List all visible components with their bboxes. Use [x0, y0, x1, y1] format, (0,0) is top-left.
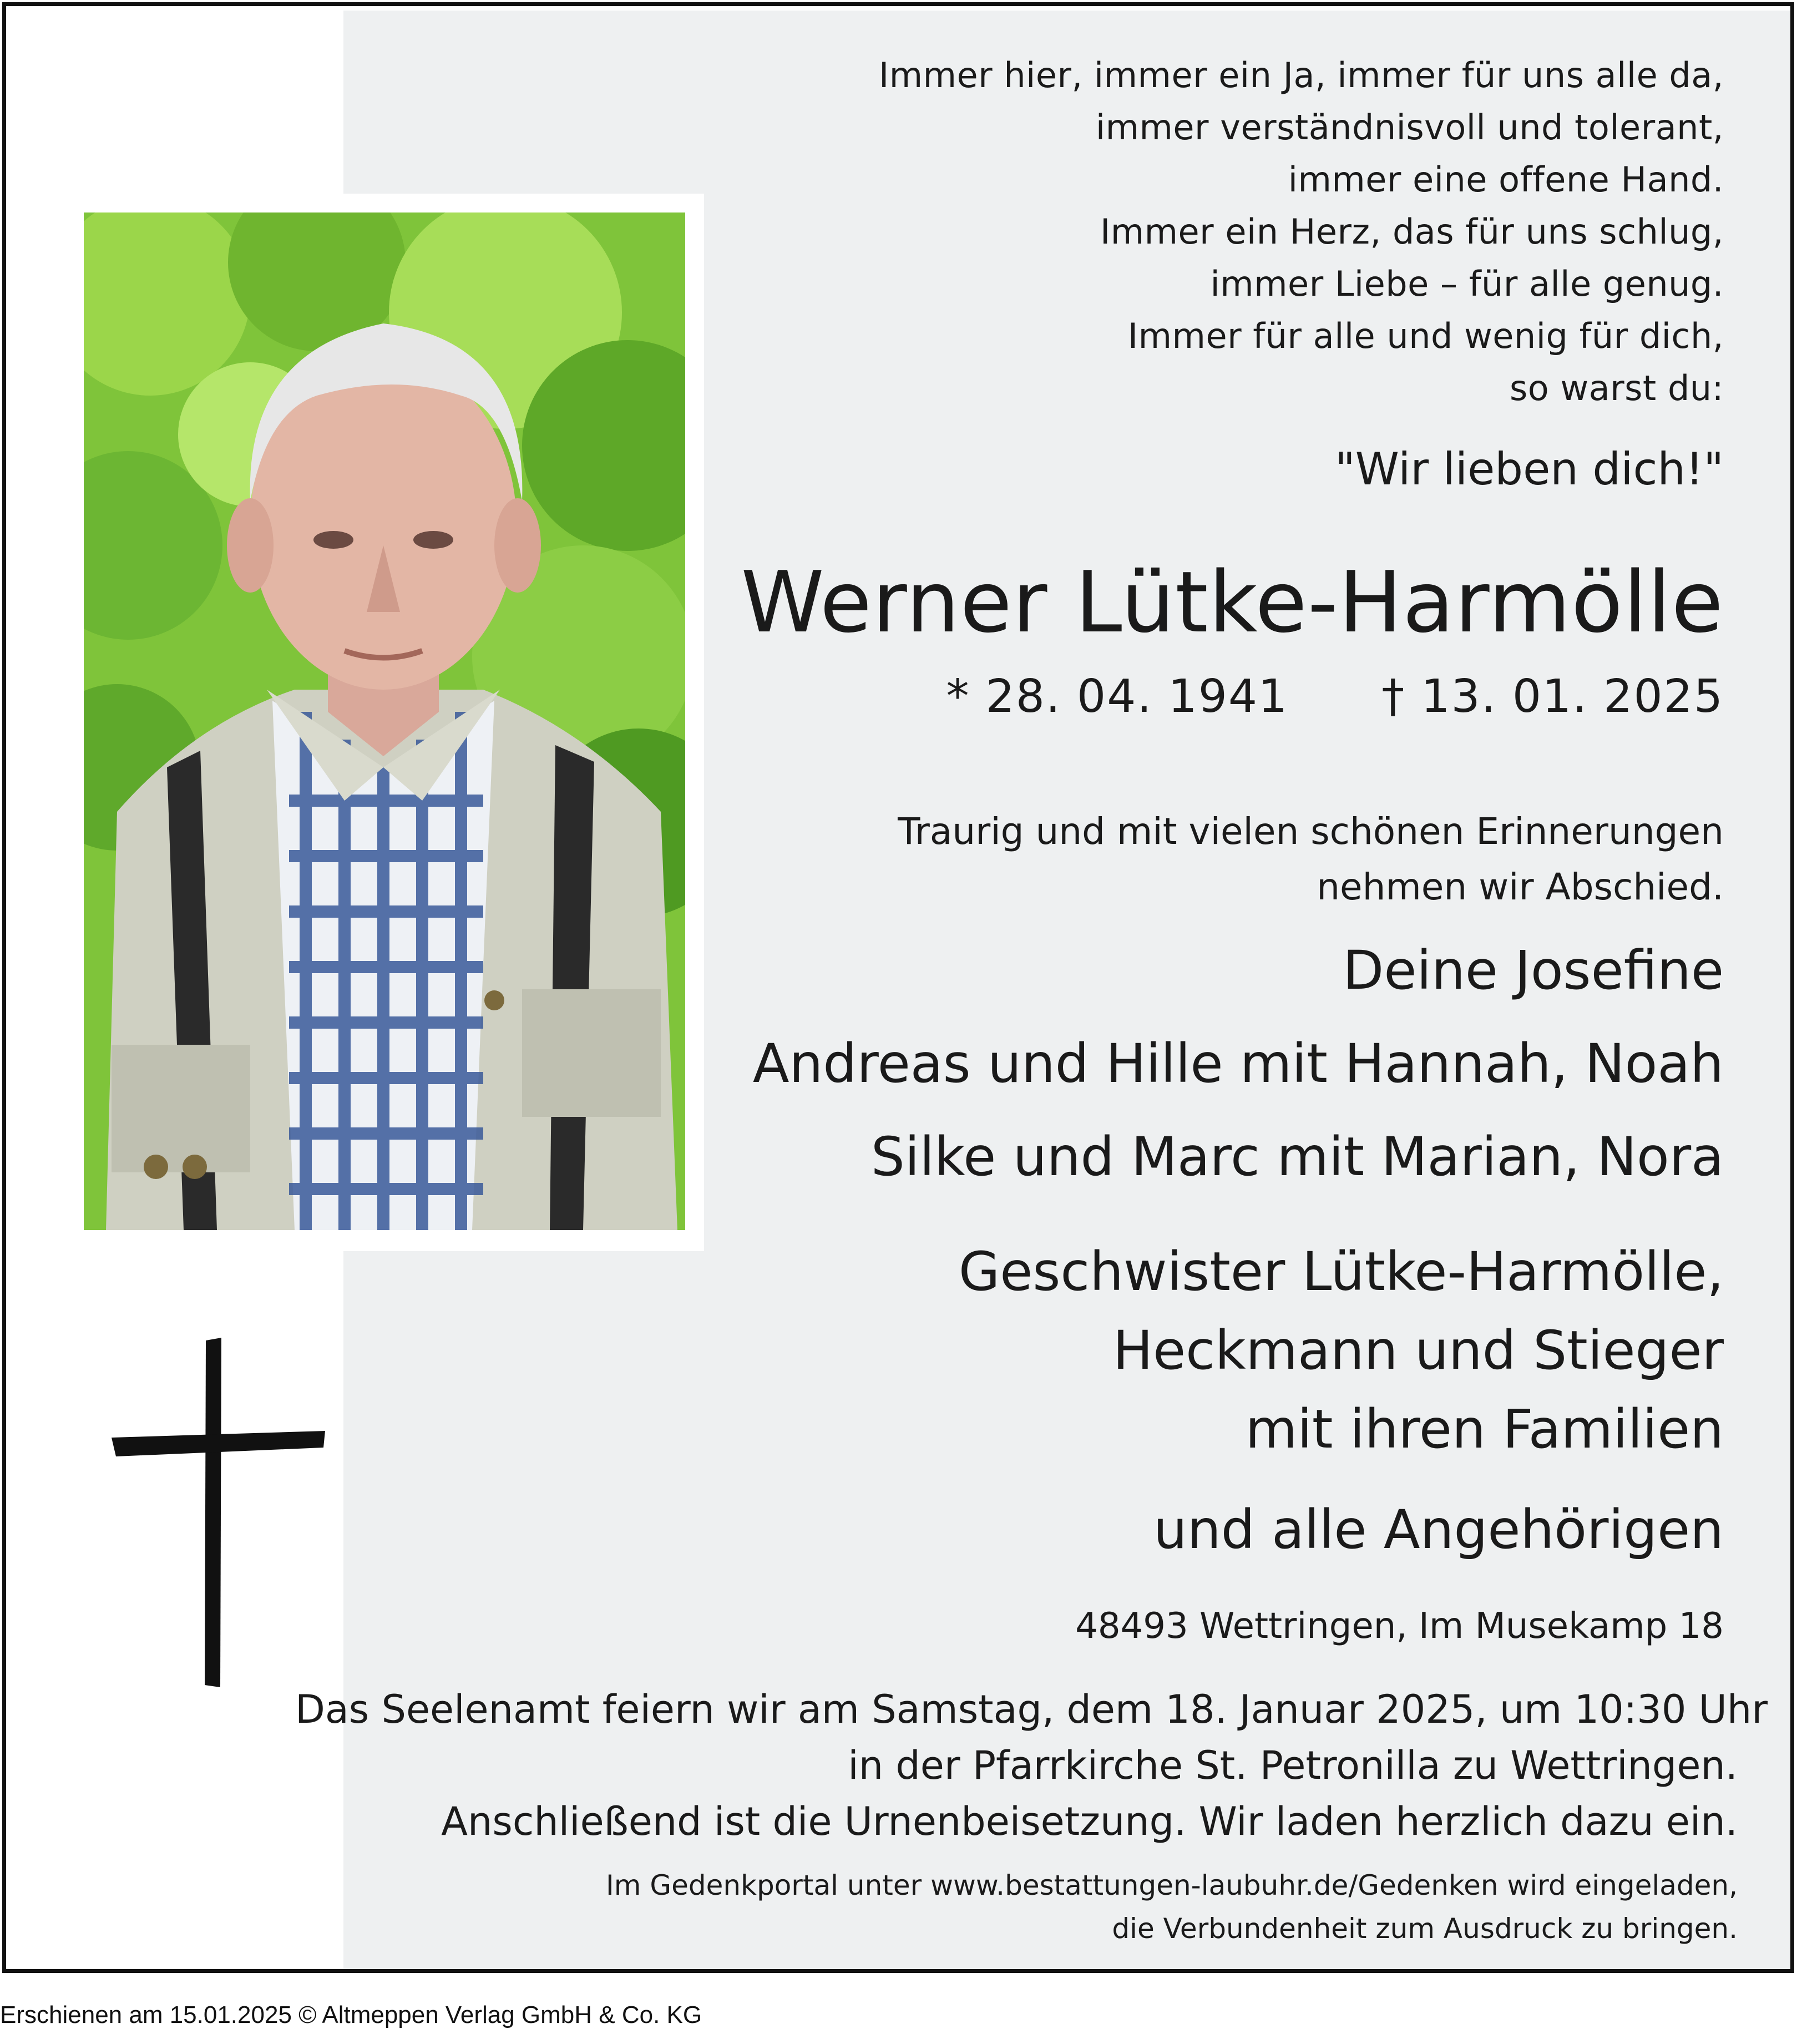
- siblings-group: [281, 1232, 1724, 1469]
- child-family: Andreas und Hille mit Hannah, Noah: [752, 1033, 1724, 1095]
- child-family: Silke und Marc mit Marian, Nora: [870, 1126, 1724, 1188]
- portal-line: die Verbundenheit zum Ausdruck zu bringen.: [1112, 1913, 1738, 1945]
- love-quote: "Wir lieben dich!": [1334, 443, 1724, 495]
- poem: [281, 49, 1724, 414]
- poem-line: Immer hier, immer ein Ja, immer für uns alle da,: [878, 55, 1724, 95]
- obituary-frame: [2, 2, 1794, 1973]
- farewell-text: [281, 804, 1724, 915]
- poem-line: Immer ein Herz, das für uns schlug,: [1100, 211, 1724, 252]
- service-line: Anschließend ist die Urnenbeisetzung. Wir laden herzlich dazu ein.: [441, 1799, 1738, 1844]
- portal-note: [295, 1864, 1738, 1950]
- life-dates: [281, 666, 1724, 727]
- service-line: in der Pfarrkirche St. Petronilla zu Wettringen.: [848, 1743, 1738, 1788]
- service-line: Das Seelenamt feiern wir am Samstag, dem 18. Januar 2025, um 10:30 Uhr: [295, 1687, 1768, 1732]
- farewell-line: Traurig und mit vielen schönen Erinnerungen: [898, 810, 1724, 853]
- spouse-name: Deine Josefine: [1343, 939, 1724, 1001]
- family-list: [281, 932, 1724, 1196]
- service-info: [295, 1682, 1768, 1850]
- poem-line: Immer für alle und wenig für dich,: [1127, 316, 1724, 356]
- siblings-line: Geschwister Lütke-Harmölle,: [958, 1241, 1724, 1303]
- all-relatives: und alle Angehörigen: [1153, 1499, 1724, 1561]
- poem-line: immer eine offene Hand.: [1288, 159, 1724, 200]
- birth-date: * 28. 04. 1941: [946, 670, 1289, 723]
- poem-line: so warst du:: [1510, 368, 1724, 408]
- poem-line: immer Liebe – für alle genug.: [1210, 264, 1724, 304]
- publication-footer: Erschienen am 15.01.2025 © Altmeppen Verlag GmbH & Co. KG: [0, 2001, 702, 2028]
- farewell-line: nehmen wir Abschied.: [1317, 866, 1724, 908]
- death-date: † 13. 01. 2025: [1381, 670, 1724, 723]
- address: 48493 Wettringen, Im Musekamp 18: [1075, 1606, 1724, 1647]
- poem-line: immer verständnisvoll und tolerant,: [1095, 107, 1724, 148]
- siblings-line: mit ihren Familien: [1245, 1398, 1724, 1460]
- siblings-line: Heckmann und Stieger: [1112, 1319, 1724, 1382]
- deceased-name: Werner Lütke-Harmölle: [741, 553, 1724, 651]
- portal-line: Im Gedenkportal unter www.bestattungen-laubuhr.de/Gedenken wird eingeladen,: [605, 1869, 1738, 1901]
